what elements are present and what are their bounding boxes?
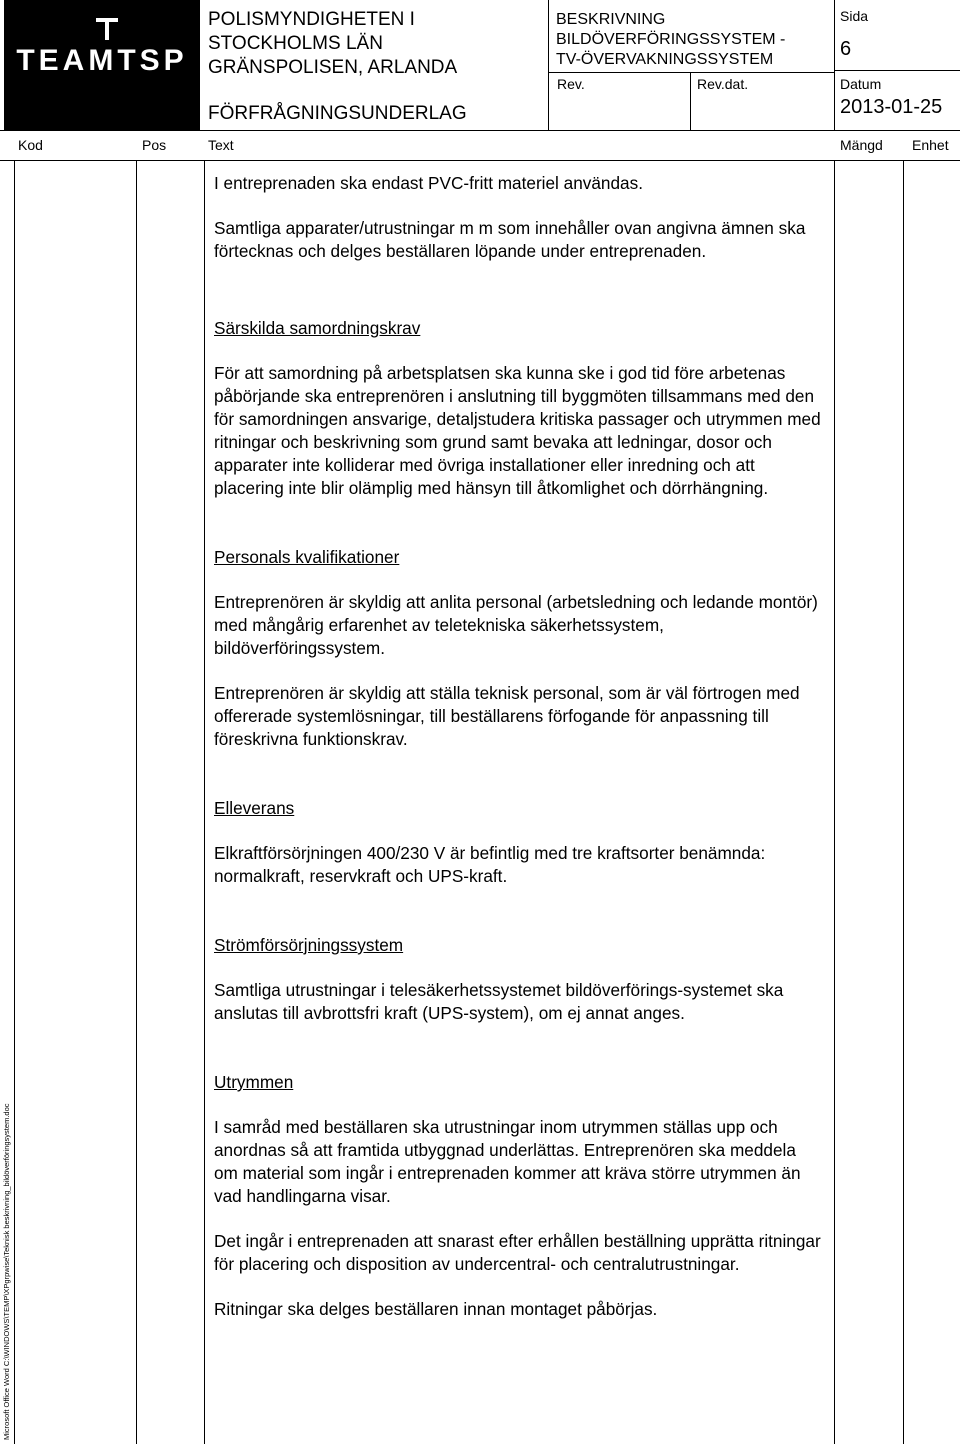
header-divider (548, 0, 549, 130)
header-divider (834, 70, 960, 71)
revdat-label: Rev.dat. (697, 76, 749, 92)
document-type: FÖRFRÅGNINGSUNDERLAG (208, 103, 467, 124)
logo-mark-icon (96, 18, 118, 40)
file-path-note: Microsoft Office Word C:\WINDOWS\TEMP\XPgrpwise\Teknisk beskrivning_bildöverföringsystem.doc (2, 1103, 11, 1440)
section-heading: Utrymmen (214, 1072, 294, 1092)
paragraph: Samtliga utrustningar i telesäkerhetssystemet bildöverförings-systemet ska anslutas till avbrottsfri kraft (UPS-system), om ej annat anges. (214, 980, 784, 1023)
page-number: 6 (840, 38, 852, 60)
header-divider (690, 72, 691, 130)
column-divider (14, 160, 15, 1444)
logo-text: TEAMTSP (16, 44, 188, 77)
column-pos: Pos (142, 137, 167, 153)
section-heading: Strömförsörjningssystem (214, 935, 404, 955)
column-divider (136, 160, 137, 1444)
column-divider (834, 160, 835, 1444)
section-heading: Elleverans (214, 798, 295, 818)
document-date: 2013-01-25 (840, 96, 943, 118)
body-text (214, 172, 824, 1321)
organization-name: POLISMYNDIGHETEN I STOCKHOLMS LÄN GRÄNSPOLISEN, ARLANDA (208, 9, 458, 78)
column-header-rule (0, 160, 960, 161)
column-mangd: Mängd (840, 137, 883, 153)
document-description: BESKRIVNING BILDÖVERFÖRINGSSYSTEM - TV-ÖVERVAKNINGSSYSTEM (556, 11, 786, 68)
paragraph: I entreprenaden ska endast PVC-fritt materiel användas. (214, 173, 643, 193)
paragraph: Entreprenören är skyldig att anlita personal (arbetsledning och ledande montör) med mångårig erfarenhet av teletekniska säkerhetssystem, bildöverföringssystem. (214, 592, 818, 658)
section-heading: Personals kvalifikationer (214, 547, 400, 567)
paragraph: För att samordning på arbetsplatsen ska kunna ske i god tid före arbetenas påbörjande ska entreprenören i anslutning till byggmöten tillsammans med den för samordningen ansvarige, detaljstudera kritiska passager och utrymmen med ritningar och beskrivning som grund samt bevaka att ledningar, dosor och apparater inte kolliderar med övriga installationer eller inredning och att placering inte blir olämplig med hänsyn till åtkomlighet och dörrhängning. (214, 363, 821, 498)
paragraph: I samråd med beställaren ska utrustningar inom utrymmen ställas upp och anordnas så att framtida utbyggnad underlättas. Entreprenören ska meddela om material som ingår i entreprenaden kommer att kräva större utrymmen än vad handlingarna visar. (214, 1117, 801, 1206)
column-divider (903, 160, 904, 1444)
datum-label: Datum (840, 76, 882, 92)
column-divider (204, 160, 205, 1444)
paragraph: Ritningar ska delges beställaren innan montaget påbörjas. (214, 1299, 658, 1319)
header-divider (834, 0, 835, 130)
column-text: Text (208, 137, 234, 153)
company-logo (4, 0, 200, 130)
paragraph: Det ingår i entreprenaden att snarast efter erhållen beställning upprätta ritningar för placering och disposition av undercentral- och centralutrustningar. (214, 1231, 821, 1274)
section-heading: Särskilda samordningskrav (214, 318, 421, 338)
column-enhet: Enhet (912, 137, 949, 153)
header-bottom-rule (0, 130, 960, 131)
sida-label: Sida (840, 8, 869, 24)
rev-label: Rev. (557, 76, 585, 92)
paragraph: Entreprenören är skyldig att ställa teknisk personal, som är väl förtrogen med offererade systemlösningar, till beställarens förfogande för anpassning till föreskrivna funktionskrav. (214, 683, 800, 749)
paragraph: Elkraftförsörjningen 400/230 V är befintlig med tre kraftsorter benämnda: normalkraft, reservkraft och UPS-kraft. (214, 843, 766, 886)
header-divider (548, 72, 834, 73)
column-kod: Kod (18, 137, 43, 153)
paragraph: Samtliga apparater/utrustningar m m som innehåller ovan angivna ämnen ska förtecknas och delges beställaren löpande under entreprenaden. (214, 218, 806, 261)
